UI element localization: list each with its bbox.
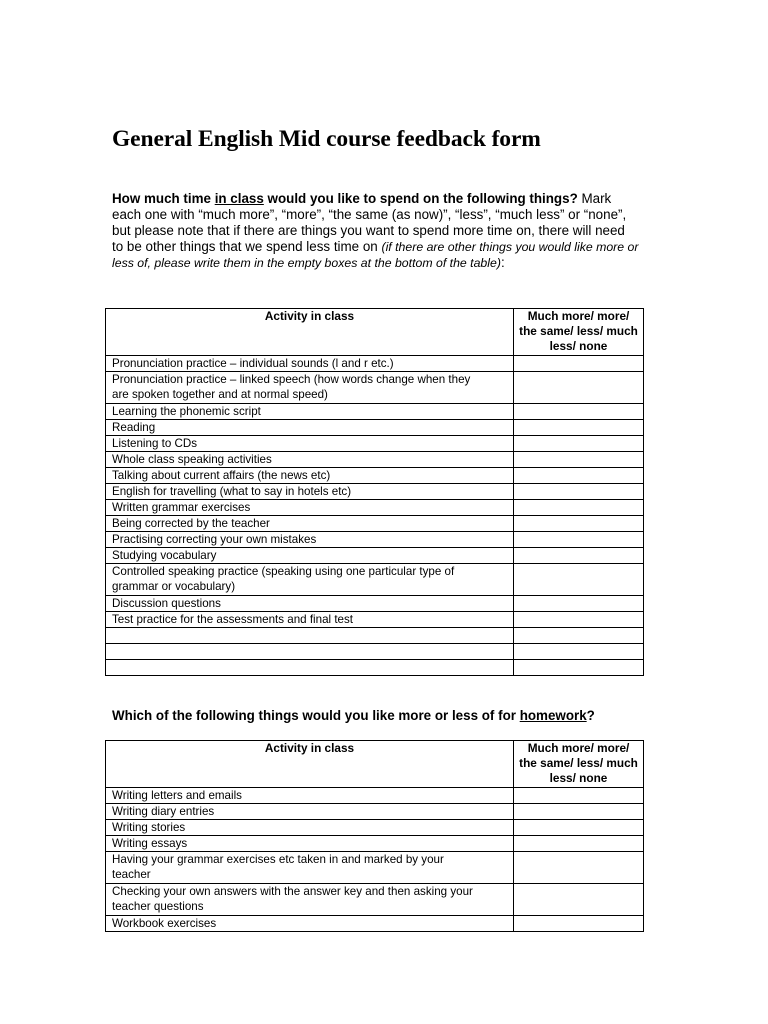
amount-answer-cell[interactable]	[514, 452, 644, 468]
activity-cell	[106, 436, 514, 452]
intro-line-3: but please note that if there are things you want to spend more time on, there will need	[112, 223, 625, 238]
activity-cell	[106, 548, 514, 564]
blank-activity-cell[interactable]	[106, 644, 514, 660]
table-row	[106, 500, 644, 516]
activity-cell	[106, 852, 514, 884]
table-row	[106, 884, 644, 916]
activity-cell	[106, 484, 514, 500]
table-row	[106, 564, 644, 596]
activity-cell	[106, 356, 514, 372]
activity-text-line: Learning the phonemic script	[112, 405, 261, 418]
activity-cell	[106, 820, 514, 836]
table-row	[106, 788, 644, 804]
activity-text-line: teacher	[112, 868, 151, 881]
activity-text-line: Practising correcting your own mistakes	[112, 533, 317, 546]
intro-line-4: to be other things that we spend less time on (if there are other things you would like more or	[112, 239, 639, 254]
amount-answer-cell[interactable]	[514, 852, 644, 884]
table-header-row	[106, 741, 644, 788]
amount-answer-cell[interactable]	[514, 628, 644, 644]
table-row	[106, 420, 644, 436]
amount-answer-cell[interactable]	[514, 500, 644, 516]
table-row	[106, 612, 644, 628]
amount-answer-cell[interactable]	[514, 436, 644, 452]
table-row	[106, 484, 644, 500]
activity-text-line: teacher questions	[112, 900, 204, 913]
table-row	[106, 372, 644, 404]
page-title: General English Mid course feedback form	[112, 126, 541, 152]
activity-text-line: English for travelling (what to say in hotels etc)	[112, 485, 352, 498]
activity-text-line: Reading	[112, 421, 156, 434]
activity-text-line: Pronunciation practice – individual sounds (l and r etc.)	[112, 357, 394, 370]
activity-text-line: Written grammar exercises	[112, 501, 251, 514]
activity-column-header: Activity in class	[106, 741, 514, 788]
activity-cell	[106, 612, 514, 628]
activity-cell	[106, 884, 514, 916]
activity-text-line: grammar or vocabulary)	[112, 580, 236, 593]
activity-text-line: Writing essays	[112, 837, 188, 850]
table-row	[106, 644, 644, 660]
amount-answer-cell[interactable]	[514, 916, 644, 932]
activity-cell	[106, 372, 514, 404]
activity-cell	[106, 788, 514, 804]
blank-activity-cell[interactable]	[106, 628, 514, 644]
activity-text-line: Checking your own answers with the answer key and then asking your	[112, 885, 473, 898]
homework-activities-table	[105, 740, 644, 932]
intro-line-2: each one with “much more”, “more”, “the same (as now)”, “less”, “much less” or “none”,	[112, 207, 627, 222]
activity-text-line: Workbook exercises	[112, 917, 217, 930]
activity-text-line: are spoken together and at normal speed)	[112, 388, 328, 401]
table-row	[106, 436, 644, 452]
table-row	[106, 452, 644, 468]
table-row	[106, 628, 644, 644]
activity-cell	[106, 532, 514, 548]
amount-answer-cell[interactable]	[514, 356, 644, 372]
table-row	[106, 532, 644, 548]
table-row	[106, 596, 644, 612]
activity-cell	[106, 804, 514, 820]
amount-answer-cell[interactable]	[514, 468, 644, 484]
table-row	[106, 516, 644, 532]
table-row	[106, 916, 644, 932]
activity-cell	[106, 916, 514, 932]
homework-emphasis: homework	[519, 708, 587, 723]
activity-cell	[106, 516, 514, 532]
table-row	[106, 468, 644, 484]
amount-answer-cell[interactable]	[514, 884, 644, 916]
amount-column-header: Much more/ more/ the same/ less/ much less/ none	[514, 741, 644, 788]
homework-question: Which of the following things would you like more or less of for homework?	[112, 708, 595, 723]
table-row	[106, 852, 644, 884]
amount-answer-cell[interactable]	[514, 660, 644, 676]
amount-answer-cell[interactable]	[514, 532, 644, 548]
activity-text-line: Discussion questions	[112, 597, 221, 610]
amount-answer-cell[interactable]	[514, 484, 644, 500]
in-class-activities-table	[105, 308, 644, 676]
activity-text-line: Test practice for the assessments and final test	[112, 613, 354, 626]
amount-answer-cell[interactable]	[514, 548, 644, 564]
activity-cell	[106, 452, 514, 468]
intro-instructions	[112, 191, 660, 271]
table-row	[106, 404, 644, 420]
blank-activity-cell[interactable]	[106, 660, 514, 676]
activity-text-line: Pronunciation practice – linked speech (how words change when they	[112, 373, 471, 386]
activity-cell	[106, 420, 514, 436]
activity-text-line: Studying vocabulary	[112, 549, 217, 562]
amount-answer-cell[interactable]	[514, 596, 644, 612]
activity-cell	[106, 468, 514, 484]
intro-line-5: less of, please write them in the empty boxes at the bottom of the table):	[112, 255, 505, 270]
amount-answer-cell[interactable]	[514, 564, 644, 596]
amount-answer-cell[interactable]	[514, 372, 644, 404]
activity-text-line: Being corrected by the teacher	[112, 517, 270, 530]
activity-cell	[106, 564, 514, 596]
amount-column-header: Much more/ more/ the same/ less/ much less/ none	[514, 309, 644, 356]
intro-line-1: How much time in class would you like to spend on the following things? Mark	[112, 191, 612, 206]
activity-cell	[106, 500, 514, 516]
activity-text-line: Having your grammar exercises etc taken in and marked by your	[112, 853, 444, 866]
activity-text-line: Writing diary entries	[112, 805, 215, 818]
amount-answer-cell[interactable]	[514, 788, 644, 804]
activity-cell	[106, 836, 514, 852]
table-row	[106, 836, 644, 852]
amount-answer-cell[interactable]	[514, 420, 644, 436]
table-row	[106, 820, 644, 836]
activity-text-line: Whole class speaking activities	[112, 453, 272, 466]
in-class-emphasis: in class	[214, 191, 264, 206]
amount-answer-cell[interactable]	[514, 836, 644, 852]
amount-answer-cell[interactable]	[514, 804, 644, 820]
table-row	[106, 804, 644, 820]
amount-answer-cell[interactable]	[514, 404, 644, 420]
table-header-row	[106, 309, 644, 356]
activity-cell	[106, 596, 514, 612]
table-row	[106, 356, 644, 372]
table-row	[106, 660, 644, 676]
amount-answer-cell[interactable]	[514, 820, 644, 836]
amount-answer-cell[interactable]	[514, 516, 644, 532]
amount-answer-cell[interactable]	[514, 612, 644, 628]
activity-cell	[106, 404, 514, 420]
activity-text-line: Writing stories	[112, 821, 186, 834]
activity-text-line: Listening to CDs	[112, 437, 198, 450]
amount-answer-cell[interactable]	[514, 644, 644, 660]
table-row	[106, 548, 644, 564]
activity-text-line: Writing letters and emails	[112, 789, 242, 802]
activity-column-header: Activity in class	[106, 309, 514, 356]
activity-text-line: Talking about current affairs (the news etc)	[112, 469, 331, 482]
activity-text-line: Controlled speaking practice (speaking using one particular type of	[112, 565, 455, 578]
